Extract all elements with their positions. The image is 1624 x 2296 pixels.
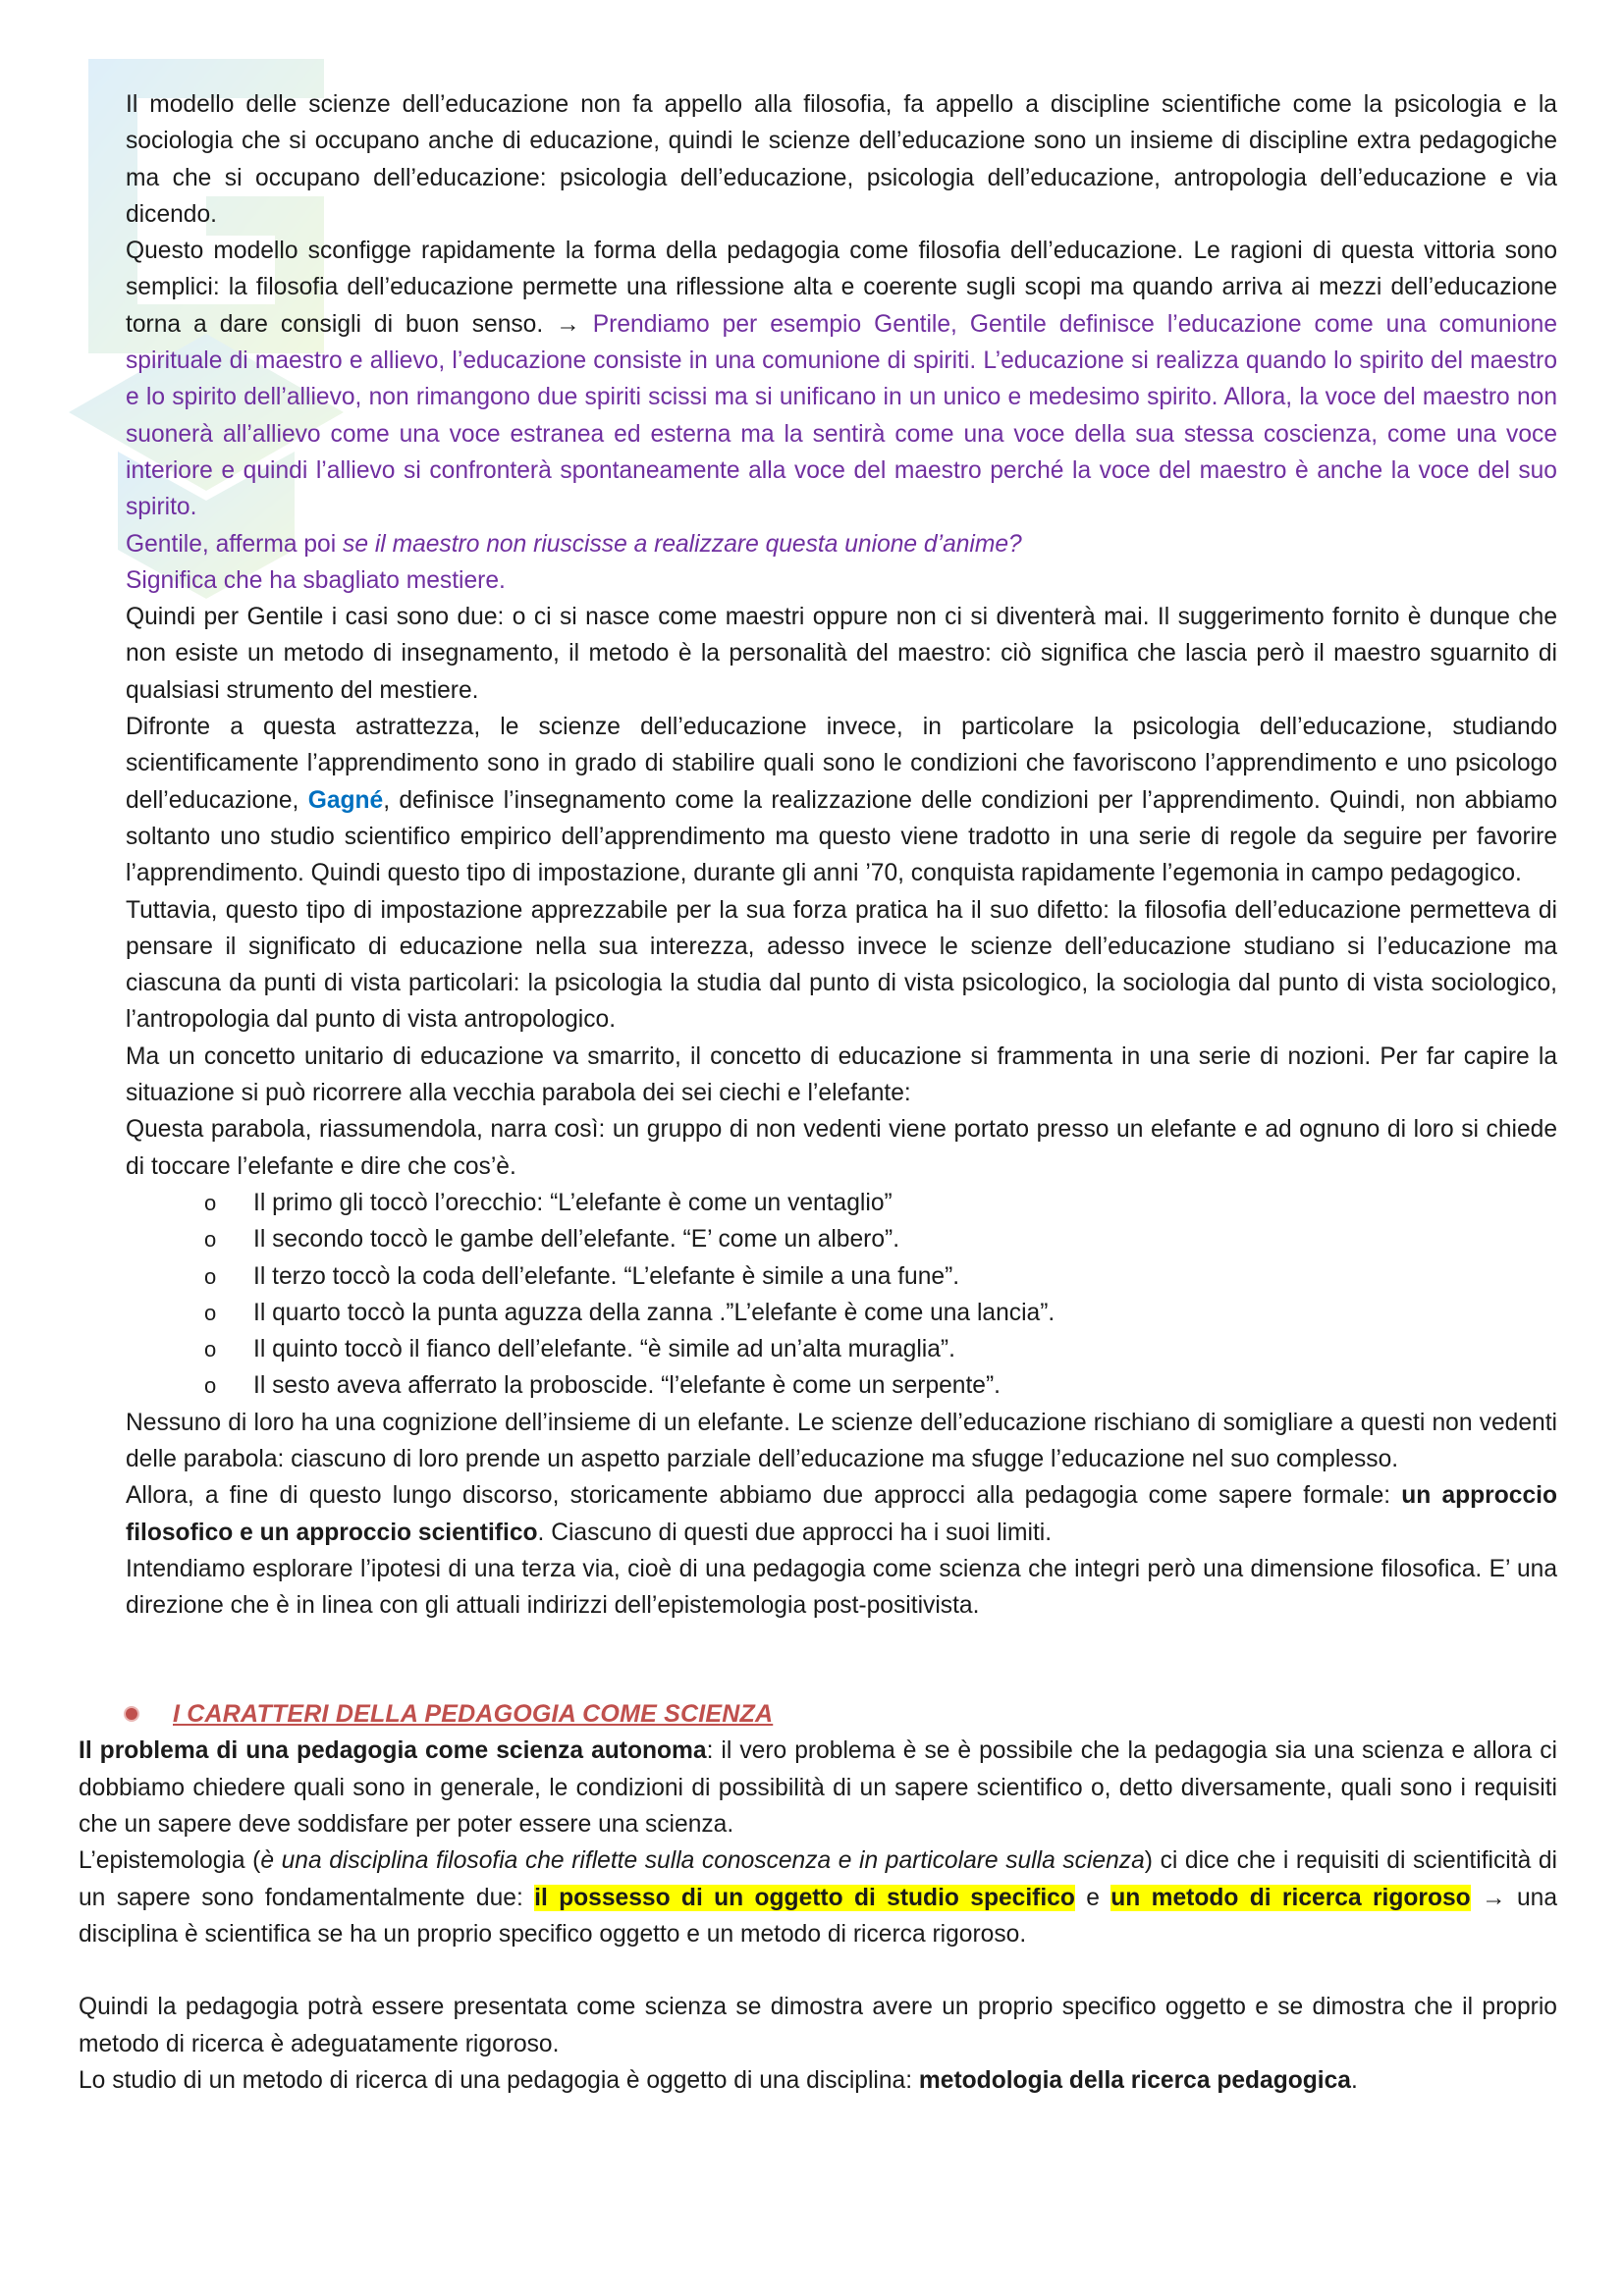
gentile-answer: Significa che ha sbagliato mestiere.: [126, 566, 506, 594]
gagne-name: Gagné: [307, 786, 384, 814]
bullet-icon: o: [204, 1337, 217, 1362]
list-item: o Il terzo toccò la coda dell’elefante. “L’elefante è simile a una fune”.: [253, 1258, 1557, 1295]
highlight-object: il possesso di un oggetto di studio specifico: [534, 1884, 1075, 1911]
problem-heading: Il problema di una pedagogia come scienza autonoma: [79, 1737, 707, 1765]
paragraph-6-text: Difronte a questa astrattezza, le scienze dell’educazione invece, in particolare la psicologia dell’educazione, studiando scientificamente l’apprendimento sono in grado di stabilire quali sono le condizioni che favoriscono l’apprendimento e uno psicologo dell’educazione,: [126, 714, 1557, 814]
paragraph-10: [79, 1405, 1557, 1478]
bullet-icon: o: [204, 1373, 217, 1399]
paragraph-11: Allora, a fine di questo lungo discorso, storicamente abbiamo due approcci alla pedagogia come sapere formale: un approccio filosofico e un approccio scientifico. Ciascuno di questi due approcci ha i suoi limiti.: [126, 1482, 1557, 1546]
section-paragraph-3: Quindi la pedagogia potrà essere presentata come scienza se dimostra avere un proprio specifico oggetto e se dimostra che il proprio metodo di ricerca è adeguatamente rigoroso.: [79, 1994, 1557, 2057]
epistemology-definition: è una disciplina filosofia che riflette sulla conoscenza e in particolare sulla scienza: [260, 1847, 1145, 1875]
paragraph-10-text: Nessuno di loro ha una cognizione dell’insieme di un elefante. Le scienze dell’educazione rischiano di somigliare a questi non vedenti delle parabola: ciascuno di loro prende un aspetto parziale dell’educazione ma sfugge l’educazione nel suo complesso.: [126, 1409, 1557, 1472]
arrow-icon: →: [556, 310, 580, 338]
paragraph-3-text: Gentile, afferma poi: [126, 530, 344, 558]
paragraph-9-text: Questa parabola, riassumendola, narra così: un gruppo di non vedenti viene portato presso un elefante e ad ognuno di loro si chiede di toccare l’elefante e dire che cos’è.: [126, 1116, 1557, 1180]
bullet-icon: o: [204, 1227, 217, 1253]
document-page: [79, 86, 1557, 2099]
paragraph-2-text: Questo modello sconfigge rapidamente la forma della pedagogia come filosofia dell’educazione. Le ragioni di questa vittoria sono semplici: la filosofia dell’educazione permette una riflessione alta e coerente sugli scopi ma quando arriva ai mezzi dell’educazione torna a dare consigli di buon senso.: [126, 238, 1557, 338]
paragraph-12: [79, 1551, 1557, 1625]
list-item: o Il quinto toccò il fianco dell’elefante. “è simile ad un’alta muraglia”.: [253, 1331, 1557, 1367]
list-item: o Il primo gli toccò l’orecchio: “L’elefante è come un ventaglio”: [253, 1185, 1557, 1221]
gentile-example-text: Prendiamo per esempio Gentile, Gentile definisce l’educazione come una comunione spirituale di maestro e allievo, l’educazione consiste in una comunione di spiriti. L’educazione si realizza quando lo spirito del maestro e lo spirito dell’allievo, non rimangono due spiriti scissi ma si unificano in un unico e medesimo spirito. Allora, la voce del maestro non suonerà all’allievo come una voce estranea ed esterna ma la sentirà come una voce della sua stessa coscienza, come una voce interiore e quindi l’allievo si confronterà spontaneamente alla voce del maestro perché la voce del maestro è anche la voce del suo spirito.: [126, 310, 1557, 521]
gentile-question: se il maestro non riuscisse a realizzare questa unione d’anime?: [343, 530, 1022, 558]
paragraph-5-text: Quindi per Gentile i casi sono due: o ci si nasce come maestri oppure non ci si diventerà mai. Il suggerimento fornito è dunque che non esiste un metodo di insegnamento, il metodo è la personalità del maestro: ciò significa che lascia però il maestro sguarnito di qualsiasi strumento del mestiere.: [126, 604, 1557, 704]
bullet-dot-icon: [126, 1708, 137, 1720]
list-item: o Il sesto aveva afferrato la proboscide. “l’elefante è come un serpente”.: [253, 1367, 1557, 1404]
paragraph-8: [79, 1039, 1557, 1112]
paragraph-2: [79, 233, 1557, 525]
paragraph-7: [79, 892, 1557, 1039]
paragraph-1-text: Il modello delle scienze dell’educazione non fa appello alla filosofia, fa appello a discipline scientifiche come la psicologia e la sociologia che si occupano anche di educazione, quindi le scienze dell’educazione sono un insieme di discipline extra pedagogiche ma che si occupano dell’educazione: psicologia dell’educazione, psicologia dell’educazione, antropologia dell’educazione e via dicendo.: [126, 91, 1557, 228]
paragraph-6: [79, 709, 1557, 891]
methodology-term: metodologia della ricerca pedagogica: [918, 2066, 1351, 2094]
paragraph-8-text: Ma un concetto unitario di educazione va smarrito, il concetto di educazione si frammenta in una serie di nozioni. Per far capire la situazione si può ricorrere alla vecchia parabola dei sei ciechi e l’elefante:: [126, 1042, 1557, 1107]
section-paragraph-2: L’epistemologia (è una disciplina filosofia che riflette sulla conoscenza e in particolare sulla scienza) ci dice che i requisiti di scientificità di un sapere sono fondamentalmente due: il possesso di un oggetto di studio specifico e un metodo di ricerca rigoroso → una disciplina è scientifica se ha un proprio specifico oggetto e un metodo di ricerca rigoroso.: [79, 1847, 1558, 1948]
paragraph-11-text: Allora, a fine di questo lungo discorso, storicamente abbiamo due approcci alla pedagogia come sapere formale:: [126, 1482, 1402, 1510]
paragraph-4: [79, 562, 1557, 599]
paragraph-1: [79, 86, 1557, 233]
paragraph-12-text: Intendiamo esplorare l’ipotesi di una terza via, cioè di una pedagogia come scienza che integri però una dimensione filosofica. E’ una direzione che è in linea con gli attuali indirizzi dell’epistemologia post-positivista.: [126, 1555, 1557, 1620]
section-paragraph-4: Lo studio di un metodo di ricerca di una pedagogia è oggetto di una disciplina: metodologia della ricerca pedagogica.: [79, 2066, 1358, 2094]
section-heading: [79, 1696, 1557, 1733]
two-approaches: un approccio filosofico e un approccio scientifico: [126, 1482, 1557, 1546]
paragraph-9: [79, 1111, 1557, 1185]
bullet-icon: o: [204, 1263, 217, 1289]
list-item: o Il secondo toccò le gambe dell’elefante. “E’ come un albero”.: [253, 1221, 1557, 1257]
bullet-icon: o: [204, 1190, 217, 1215]
highlight-method: un metodo di ricerca rigoroso: [1110, 1884, 1471, 1911]
list-item: o Il quarto toccò la punta aguzza della zanna .”L’elefante è come una lancia”.: [253, 1295, 1557, 1331]
parable-list: [79, 1185, 1557, 1405]
arrow-icon: →: [1470, 1884, 1517, 1911]
paragraph-5: [79, 599, 1557, 709]
section-title: I CARATTERI DELLA PEDAGOGIA COME SCIENZA: [173, 1700, 774, 1729]
paragraph-3: [79, 526, 1557, 562]
section-paragraph-1: Il problema di una pedagogia come scienza autonoma: il vero problema è se è possibile che la pedagogia sia una scienza e allora ci dobbiamo chiedere quali sono in generale, le condizioni di possibilità di un sapere scientifico o, detto diversamente, quali sono i requisiti che un sapere deve soddisfare per poter essere una scienza.: [79, 1737, 1557, 1839]
paragraph-7-text: Tuttavia, questo tipo di impostazione apprezzabile per la sua forza pratica ha il suo difetto: la filosofia dell’educazione permetteva di pensare il significato di educazione nella sua interezza, adesso invece le scienze dell’educazione studiano si l’educazione ma ciascuna da punti di vista particolari: la psicologia la studia dal punto di vista psicologico, la sociologia dal punto di vista sociologico, l’antropologia dal punto di vista antropologico.: [126, 896, 1557, 1034]
paragraph-6-text-b: , definisce l’insegnamento come la realizzazione delle condizioni per l’apprendimento. Quindi, non abbiamo soltanto uno studio scientifico empirico dell’apprendimento ma questo viene tradotto in una serie di regole da seguire per favorire l’apprendimento. Quindi questo tipo di impostazione, durante gli anni ’70, conquista rapidamente l’egemonia in campo pedagogico.: [126, 786, 1557, 887]
bullet-icon: o: [204, 1300, 217, 1325]
